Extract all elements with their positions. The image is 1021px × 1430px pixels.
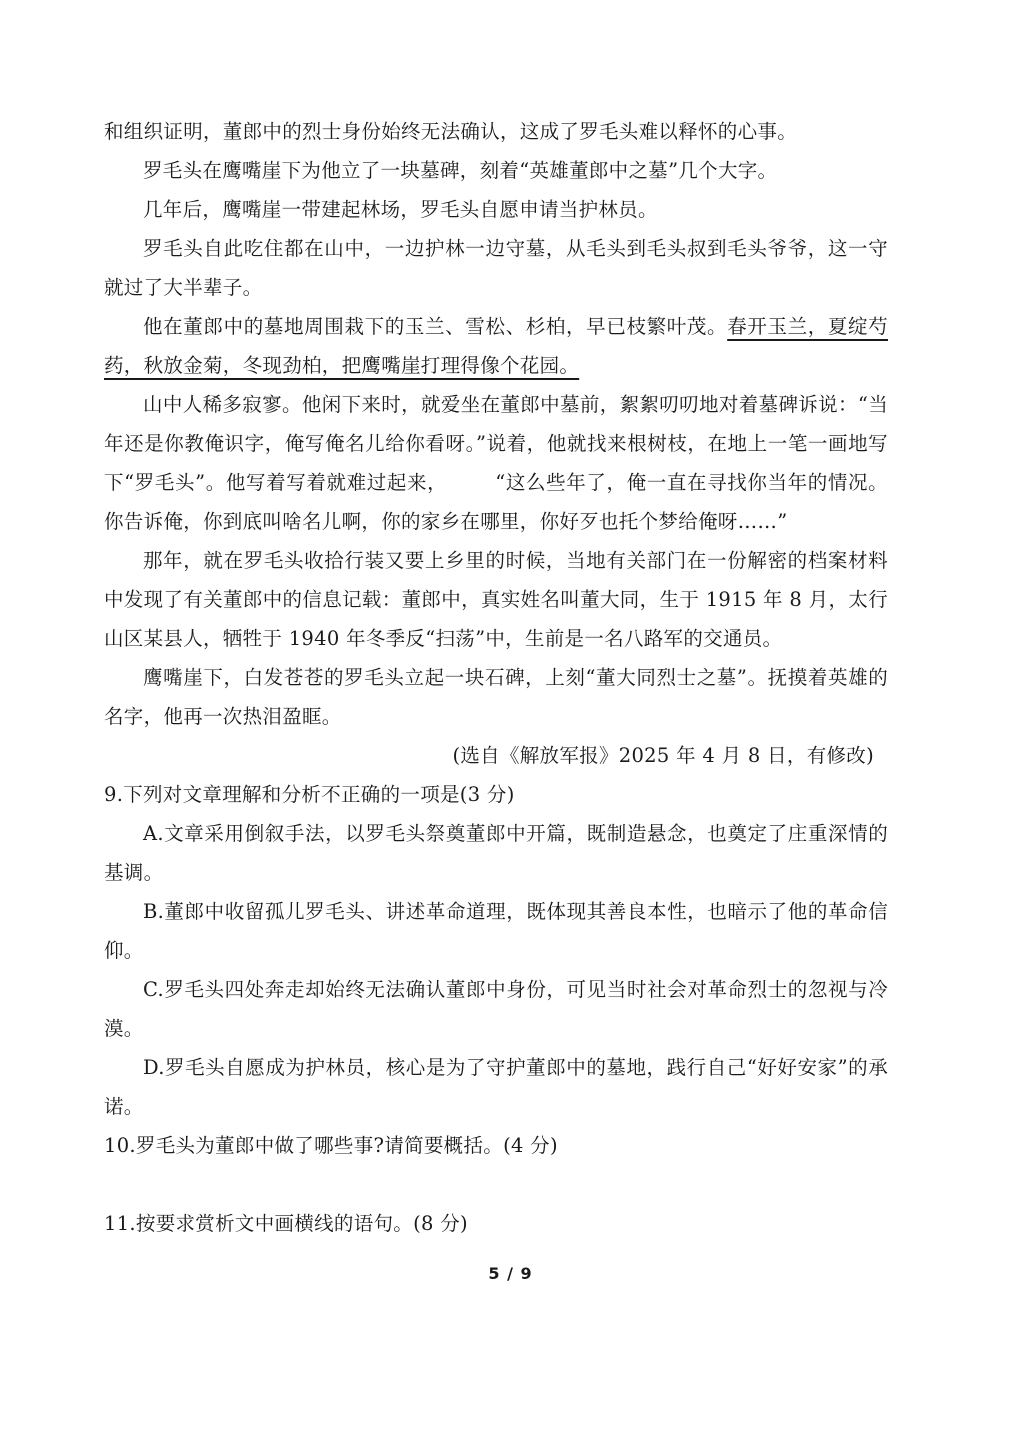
- passage-paragraph: 几年后，鹰嘴崖一带建起林场，罗毛头自愿申请当护林员。: [143, 198, 658, 221]
- question-9-stem: 9.下列对文章理解和分析不正确的一项是(3 分): [104, 783, 515, 806]
- underlined-sentence: 春开玉兰，夏绽芍药，秋放金菊，冬现劲柏，把鹰嘴崖打理得像个花园。: [104, 315, 888, 377]
- passage-paragraph: 罗毛头在鹰嘴崖下为他立了一块墓碑，刻着“英雄董郎中之墓”几个大字。: [143, 159, 778, 182]
- passage-text: 山中人稀多寂寥。他闲下来时，就爱坐在董郎中墓前，絮絮叨叨地对着墓碑诉说：“当年还是你教俺识字，俺写俺名儿给你看呀。”说着，他就找来根树枝，在地上一笔一画地写下“罗毛头”。他写着写着就难过起来，: [104, 393, 888, 494]
- passage-paragraph: [104, 385, 888, 541]
- passage-paragraph: 和组织证明，董郎中的烈士身份始终无法确认，这成了罗毛头难以释怀的心事。: [104, 120, 798, 143]
- question-11: 11.按要求赏析文中画横线的语句。(8 分): [104, 1212, 468, 1235]
- passage-paragraph: 那年，就在罗毛头收拾行装又要上乡里的时候，当地有关部门在一份解密的档案材料中发现了有关董郎中的信息记载：董郎中，真实姓名叫董大同，生于 1915 年 8 月，太行山区某县人，牺牲于 1940 年冬季反“扫荡”中，生前是一名八路军的交通员。: [104, 549, 888, 650]
- question-9-option-b: B.董郎中收留孤儿罗毛头、讲述革命道理，既体现其善良本性，也暗示了他的革命信仰。: [104, 900, 888, 962]
- answer-space: [104, 1165, 888, 1204]
- passage-text: “这么些年了，俺一直在寻找你当年的情况。你告诉俺，你到底叫啥名儿啊，你的家乡在哪里，你好歹也托个梦给俺呀……”: [104, 471, 888, 533]
- passage-text: 他在董郎中的墓地周围栽下的玉兰、雪松、杉柏，早已枝繁叶茂。: [143, 315, 728, 338]
- question-9-option-a: A.文章采用倒叙手法，以罗毛头祭奠董郎中开篇，既制造悬念，也奠定了庄重深情的基调。: [104, 822, 888, 884]
- question-9-option-c: C.罗毛头四处奔走却始终无法确认董郎中身份，可见当时社会对革命烈士的忽视与冷漠。: [104, 978, 888, 1040]
- page-number: 5 / 9: [488, 1264, 533, 1283]
- passage-paragraph: [104, 307, 888, 385]
- passage-paragraph: 鹰嘴崖下，白发苍苍的罗毛头立起一块石碑，上刻“董大同烈士之墓”。抚摸着英雄的名字，他再一次热泪盈眶。: [104, 666, 888, 728]
- exam-content: [104, 112, 888, 1243]
- passage-source: (选自《解放军报》2025 年 4 月 8 日，有修改): [452, 744, 874, 767]
- passage-paragraph: 罗毛头自此吃住都在山中，一边护林一边守墓，从毛头到毛头叔到毛头爷爷，这一守就过了大半辈子。: [104, 237, 888, 299]
- question-9-option-d: D.罗毛头自愿成为护林员，核心是为了守护董郎中的墓地，践行自己“好好安家”的承诺。: [104, 1056, 888, 1118]
- question-10: 10.罗毛头为董郎中做了哪些事?请简要概括。(4 分): [104, 1134, 558, 1157]
